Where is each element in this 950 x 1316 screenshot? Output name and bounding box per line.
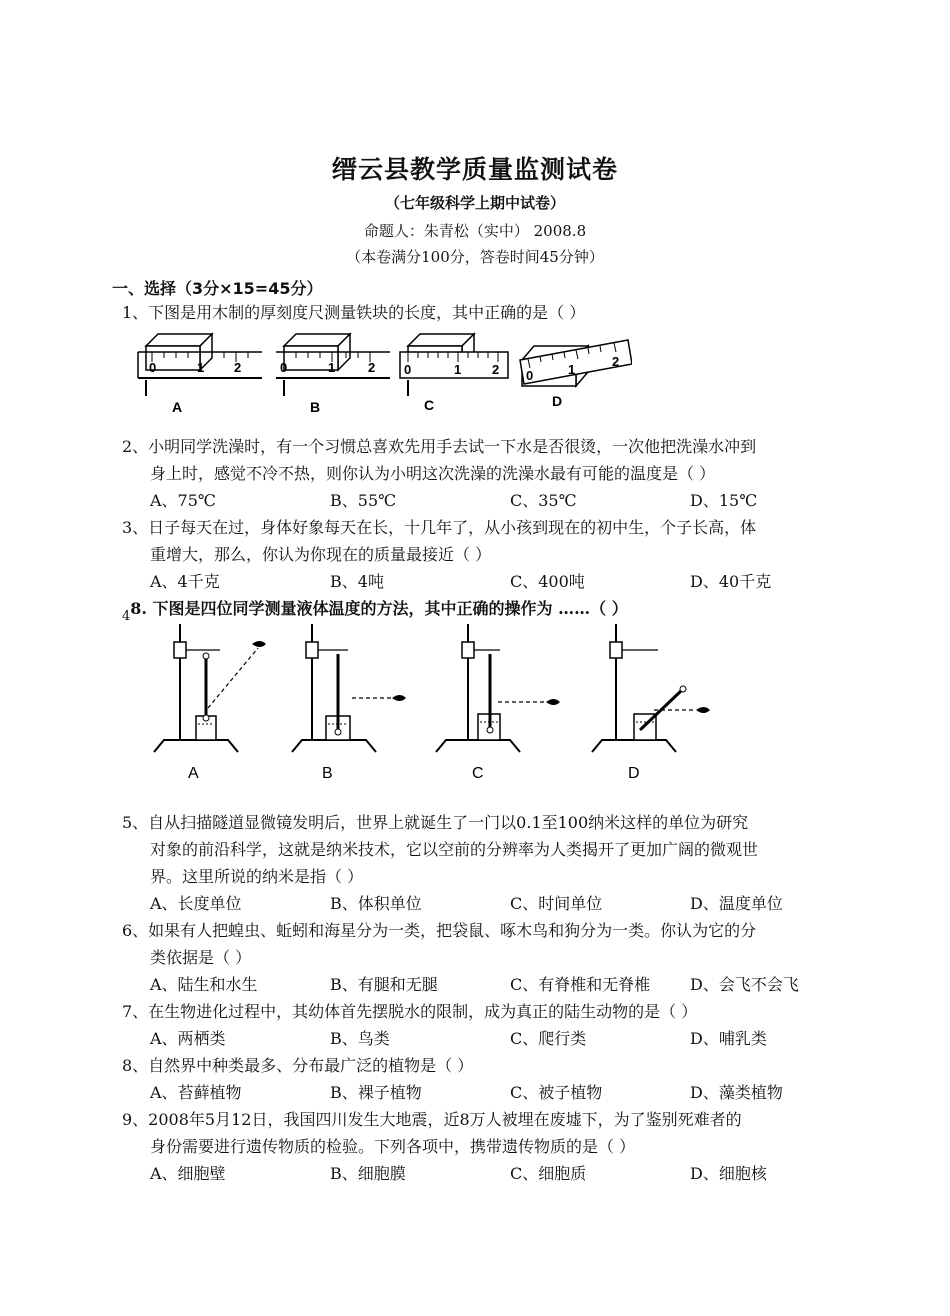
ruler-tick-label: 2 xyxy=(234,360,242,375)
figure-label-a: A xyxy=(172,399,183,415)
ruler-tick-label: 2 xyxy=(368,360,376,375)
ruler-tick-label: 2 xyxy=(612,354,620,369)
ruler-tick-label: 1 xyxy=(568,362,576,377)
q7-option-a: A、两栖类 xyxy=(150,1029,226,1048)
ruler-tick-label: 0 xyxy=(526,368,534,383)
thermometer-figure-b xyxy=(292,624,406,782)
ruler-tick-label: 0 xyxy=(149,360,157,375)
q3-option-d: D、40千克 xyxy=(690,572,772,591)
thermometer-figures xyxy=(140,618,740,788)
ruler-tick-label: 1 xyxy=(328,360,336,375)
q2-option-d: D、15℃ xyxy=(690,491,758,510)
ruler-tick-label: 0 xyxy=(280,360,288,375)
question-5-line-3: 界。这里所说的纳米是指（ ） xyxy=(150,867,364,886)
figure-label-b: B xyxy=(322,765,333,782)
thermometer-figure-a xyxy=(154,624,266,782)
ruler-tick-label: 0 xyxy=(404,362,412,377)
note-line: （本卷满分100分，答卷时间45分钟） xyxy=(346,248,604,266)
figure-label-b: B xyxy=(310,399,321,415)
q8-option-b: B、裸子植物 xyxy=(330,1083,422,1102)
question-1-text: 1、下图是用木制的厚刻度尺测量铁块的长度，其中正确的是（ ） xyxy=(122,303,586,322)
figure-label-d: D xyxy=(628,765,640,782)
q8-option-d: D、藻类植物 xyxy=(690,1083,783,1102)
author-line: 命题人：朱青松（实中） 2008.8 xyxy=(363,222,587,240)
q6-option-c: C、有脊椎和无脊椎 xyxy=(510,975,651,994)
q5-option-d: D、温度单位 xyxy=(690,894,783,913)
thermometer-figure-c xyxy=(436,624,560,782)
ruler-tick-label: 1 xyxy=(454,362,462,377)
figure-label-a: A xyxy=(188,765,199,782)
q3-option-a: A、4千克 xyxy=(150,572,220,591)
ruler-tick-label: 2 xyxy=(492,362,500,377)
q2-option-b: B、55℃ xyxy=(330,491,397,510)
thermometer-figure-d xyxy=(592,624,710,782)
question-6-line-1: 6、如果有人把蝗虫、蚯蚓和海星分为一类，把袋鼠、啄木鸟和狗分为一类。你认为它的分 xyxy=(122,921,757,940)
q5-option-c: C、时间单位 xyxy=(510,894,603,913)
q7-option-c: C、爬行类 xyxy=(510,1029,587,1048)
question-6-line-2: 类依据是（ ） xyxy=(150,948,252,967)
ruler-figures xyxy=(132,318,632,418)
question-2-line-1: 2、小明同学洗澡时，有一个习惯总喜欢先用手去试一下水是否很烫，一次他把洗澡水冲到 xyxy=(122,437,757,456)
question-9-line-1: 9、2008年5月12日，我国四川发生大地震，近8万人被埋在废墟下，为了鉴别死难者的 xyxy=(122,1110,742,1129)
q6-option-d: D、会飞不会飞 xyxy=(690,975,799,994)
question-4-body: 8. 下图是四位同学测量液体温度的方法，其中正确的操作为 ……（ ） xyxy=(130,599,628,618)
section-heading: 一、选择（3分×15=45分） xyxy=(112,279,323,298)
q7-option-b: B、鸟类 xyxy=(330,1029,390,1048)
page-title: 缙云县教学质量监测试卷 xyxy=(331,155,618,184)
q6-option-a: A、陆生和水生 xyxy=(150,975,258,994)
q6-option-b: B、有腿和无腿 xyxy=(330,975,438,994)
q7-option-d: D、哺乳类 xyxy=(690,1029,767,1048)
ruler-figure-b xyxy=(276,334,390,415)
ruler-figure-c xyxy=(400,334,508,413)
question-4-number: 4 xyxy=(122,609,131,624)
q9-option-d: D、细胞核 xyxy=(690,1164,767,1183)
figure-label-c: C xyxy=(472,765,484,782)
q2-option-a: A、75℃ xyxy=(150,491,216,510)
q3-option-b: B、4吨 xyxy=(330,572,384,591)
ruler-figure-a xyxy=(138,334,262,415)
q9-option-b: B、细胞膜 xyxy=(330,1164,406,1183)
question-5-line-1: 5、自从扫描隧道显微镜发明后，世界上就诞生了一门以0.1至100纳米这样的单位为研究 xyxy=(122,813,749,832)
q9-option-a: A、细胞壁 xyxy=(150,1164,226,1183)
question-3-line-2: 重增大，那么，你认为你现在的质量最接近（ ） xyxy=(150,545,492,564)
subtitle: （七年级科学上期中试卷） xyxy=(384,194,565,212)
q5-option-a: A、长度单位 xyxy=(150,894,242,913)
question-2-line-2: 身上时，感觉不冷不热，则你认为小明这次洗澡的洗澡水最有可能的温度是（ ） xyxy=(150,464,716,483)
question-4-text xyxy=(122,596,628,624)
ruler-figure-d xyxy=(520,340,632,409)
ruler-tick-label: 1 xyxy=(197,360,205,375)
q8-option-c: C、被子植物 xyxy=(510,1083,603,1102)
q5-option-b: B、体积单位 xyxy=(330,894,422,913)
q8-option-a: A、苔藓植物 xyxy=(150,1083,242,1102)
question-7-line-1: 7、在生物进化过程中，其幼体首先摆脱水的限制，成为真正的陆生动物的是（ ） xyxy=(122,1002,698,1021)
q2-option-c: C、35℃ xyxy=(510,491,577,510)
figure-label-d: D xyxy=(552,393,563,409)
question-8-line-1: 8、自然界中种类最多、分布最广泛的植物是（ ） xyxy=(122,1056,474,1075)
question-3-line-1: 3、日子每天在过，身体好象每天在长，十几年了，从小孩到现在的初中生，个子长高，体 xyxy=(122,518,757,537)
q9-option-c: C、细胞质 xyxy=(510,1164,587,1183)
question-9-line-2: 身份需要进行遗传物质的检验。下列各项中，携带遗传物质的是（ ） xyxy=(150,1137,636,1156)
q3-option-c: C、400吨 xyxy=(510,572,585,591)
figure-label-c: C xyxy=(424,397,435,413)
question-5-line-2: 对象的前沿科学，这就是纳米技术，它以空前的分辨率为人类揭开了更加广阔的微观世 xyxy=(150,840,759,859)
